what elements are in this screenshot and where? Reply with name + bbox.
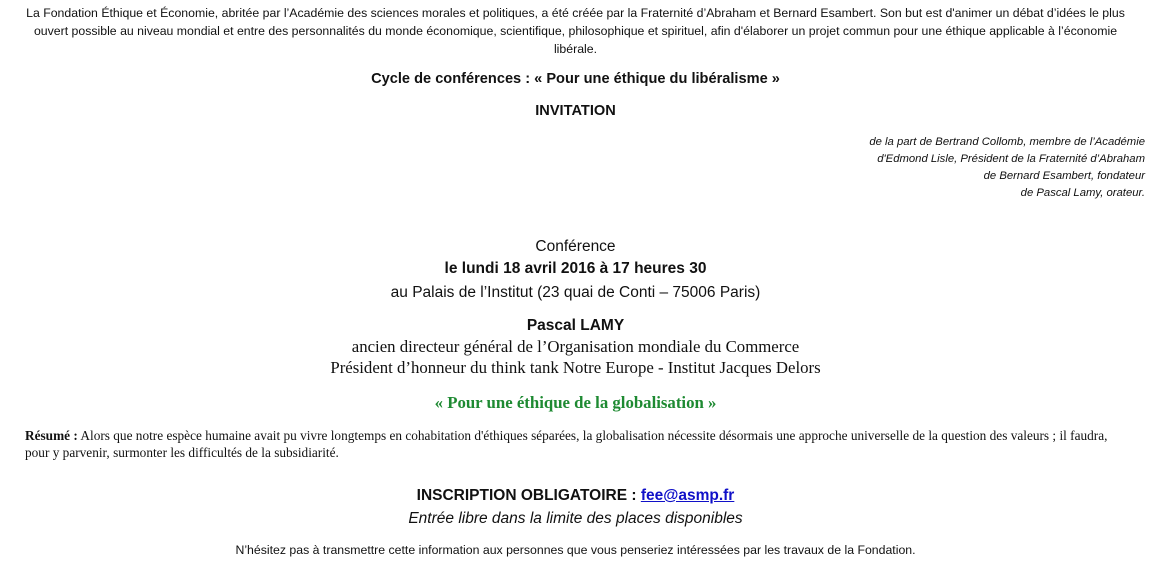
conference-label: Conférence xyxy=(535,238,616,255)
cycle-title: Cycle de conférences : « Pour une éthique du libéralisme » xyxy=(371,71,780,87)
sender-line: de Pascal Lamy, orateur. xyxy=(1020,187,1145,199)
summary-label: Résumé : xyxy=(25,428,78,443)
speaker-role-2: Président d’honneur du think tank Notre Europe - Institut Jacques Delors xyxy=(330,358,821,377)
inscription-label: INSCRIPTION OBLIGATOIRE : xyxy=(416,487,641,504)
conference-venue: au Palais de l’Institut (23 quai de Conti – 75006 Paris) xyxy=(390,284,761,301)
sender-line: de la part de Bertrand Collomb, membre de l’Académie xyxy=(869,136,1145,148)
email-link[interactable]: fee@asmp.fr xyxy=(640,487,735,504)
intro-paragraph: La Fondation Éthique et Économie, abritée par l’Académie des sciences morales et politiques, a été créée par la Fraternité d’Abraham et Bernard Esambert. Son but est d'animer un débat d’idées le plus ouvert possible au niveau mondial et entre des personnalités du monde économique, scientifique, philosophique et spirituel, afin d'élaborer un projet commun pour une éthique applicable à l’économie libérale. xyxy=(26,6,1125,56)
speaker-role-1: ancien directeur général de l’Organisation mondiale du Commerce xyxy=(351,337,800,356)
inscription-line xyxy=(0,487,1151,505)
invitation-title: INVITATION xyxy=(535,103,616,119)
summary-paragraph xyxy=(25,427,1131,461)
talk-title: « Pour une éthique de la globalisation » xyxy=(434,393,717,412)
free-entry-note: Entrée libre dans la limite des places disponibles xyxy=(408,510,743,527)
conference-date: le lundi 18 avril 2016 à 17 heures 30 xyxy=(444,260,707,277)
speaker-name: Pascal LAMY xyxy=(526,317,625,334)
summary-text: Alors que notre espèce humaine avait pu vivre longtemps en cohabitation d'éthiques séparées, la globalisation nécessite désormais une approche universelle de la question des valeurs ; il faudra, pour y parvenir, surmonter les difficultés de la subsidiarité. xyxy=(25,428,1108,460)
sender-line: d'Edmond Lisle, Président de la Fraternité d’Abraham xyxy=(877,153,1145,165)
share-note: N’hésitez pas à transmettre cette information aux personnes que vous penseriez intéressées par les travaux de la Fondation. xyxy=(235,543,916,557)
invitation-senders xyxy=(625,134,1145,202)
sender-line: de Bernard Esambert, fondateur xyxy=(983,170,1145,182)
